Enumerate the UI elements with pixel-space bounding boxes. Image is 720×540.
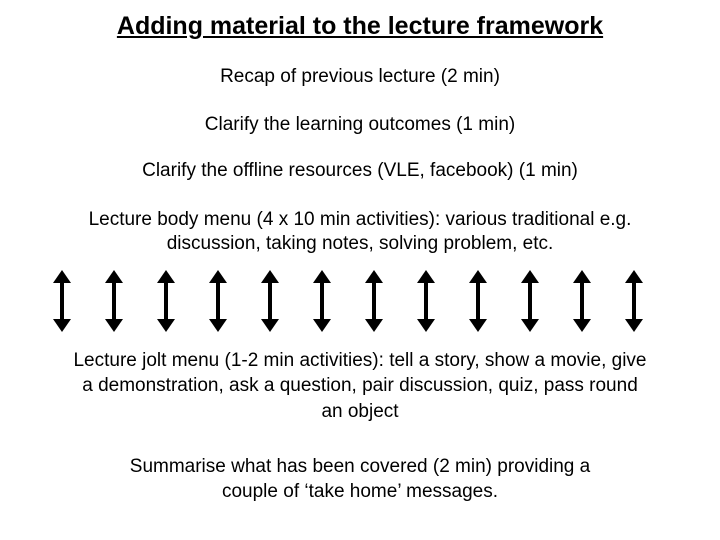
arrows-row [0,270,720,332]
double-headed-vertical-arrow-icon [312,270,332,332]
double-headed-vertical-arrow-icon [208,270,228,332]
double-headed-vertical-arrow-icon [52,270,72,332]
recap-text: Recap of previous lecture (2 min) [220,66,500,87]
double-headed-vertical-arrow-icon [572,270,592,332]
double-headed-vertical-arrow-icon [156,270,176,332]
slide-title: Adding material to the lecture framework [116,12,604,40]
learning-outcomes-text: Clarify the learning outcomes (1 min) [204,114,516,135]
offline-resources-text: Clarify the offline resources (VLE, facebook) (1 min) [142,160,578,181]
lecture-body-menu-line-2: discussion, taking notes, solving problem, etc. [166,233,554,254]
lecture-body-menu-line-1: Lecture body menu (4 x 10 min activities): various traditional e.g. [88,209,632,230]
double-headed-vertical-arrow-icon [104,270,124,332]
double-headed-vertical-arrow-icon [468,270,488,332]
double-headed-vertical-arrow-icon [364,270,384,332]
lecture-jolt-menu-line-1: Lecture jolt menu (1-2 min activities): tell a story, show a movie, give [73,350,647,371]
lecture-jolt-menu-line-2: a demonstration, ask a question, pair discussion, quiz, pass round [82,375,638,396]
double-headed-vertical-arrow-icon [624,270,644,332]
double-headed-vertical-arrow-icon [520,270,540,332]
lecture-jolt-menu-line-3: an object [321,401,399,422]
double-headed-vertical-arrow-icon [260,270,280,332]
summary-line-1: Summarise what has been covered (2 min) providing a [129,456,591,477]
summary-line-2: couple of ‘take home’ messages. [221,481,498,502]
double-headed-vertical-arrow-icon [416,270,436,332]
